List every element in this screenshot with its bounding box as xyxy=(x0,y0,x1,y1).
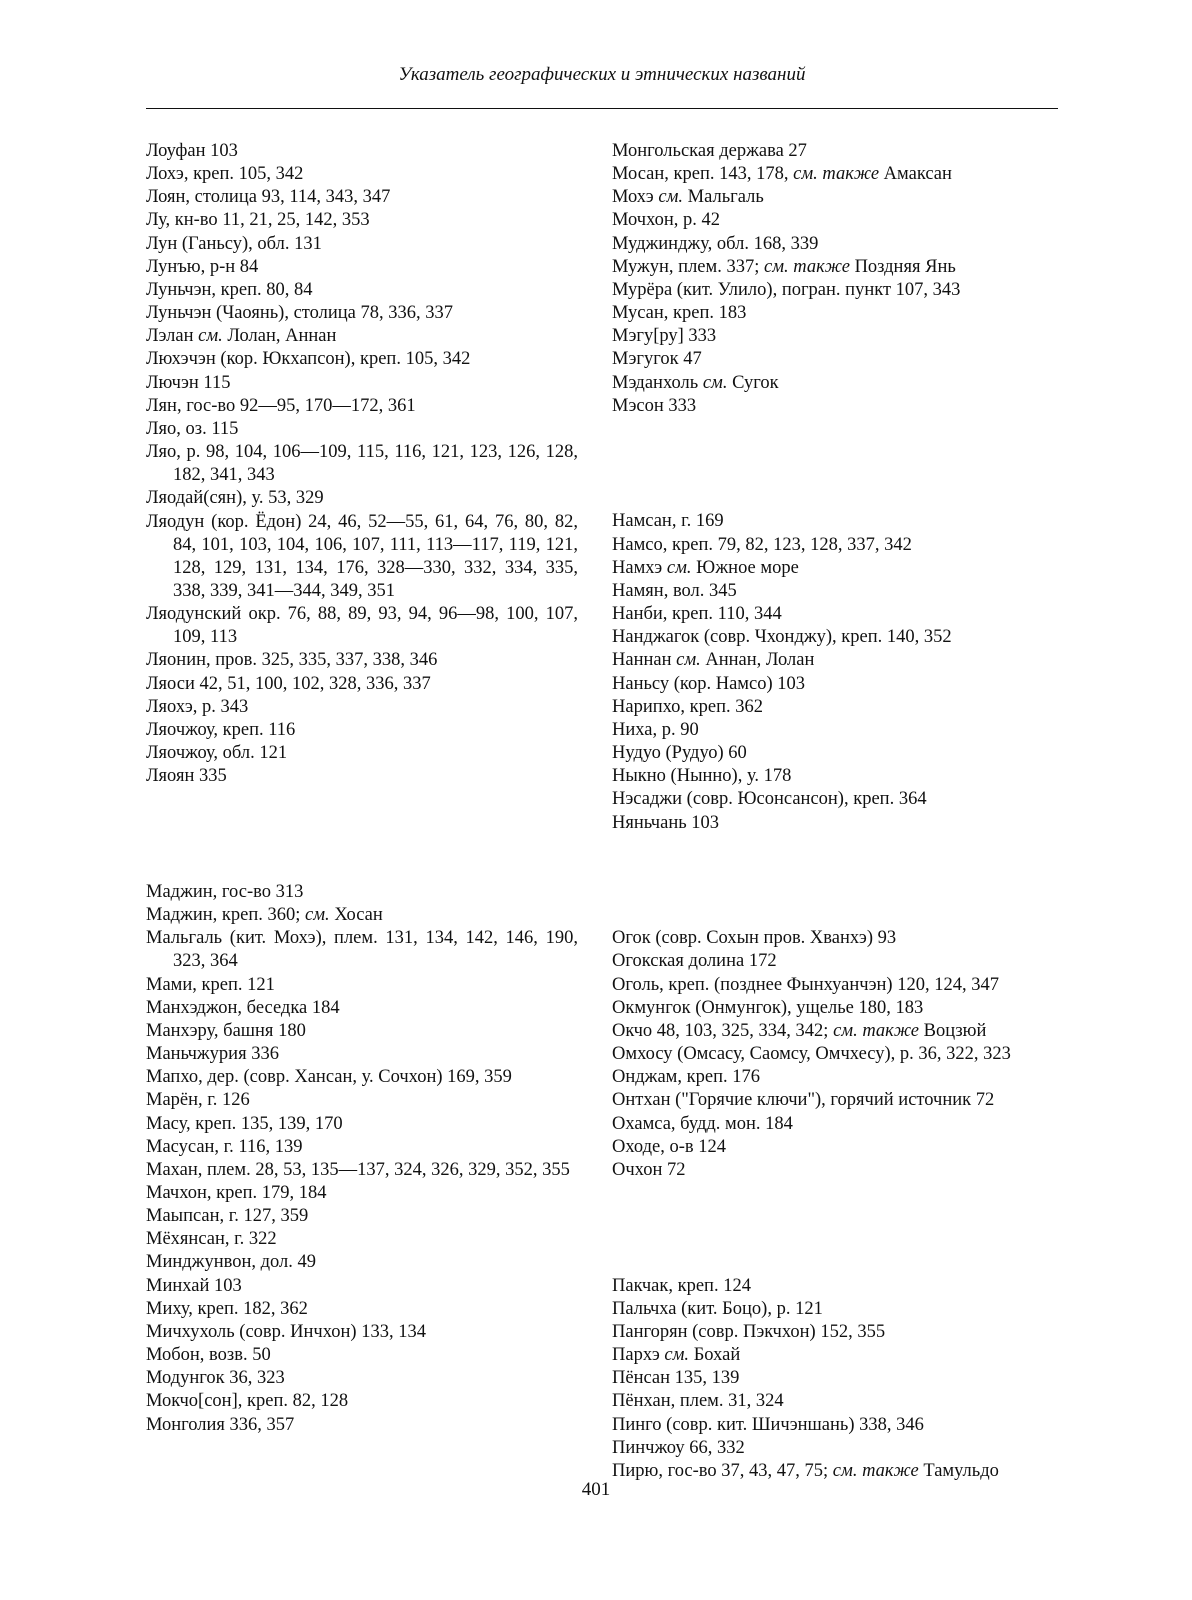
index-entry xyxy=(612,1367,1044,1390)
index-entry xyxy=(146,1113,578,1136)
entry-text: Бохай xyxy=(689,1345,741,1366)
entry-text: Мочхон, р. 42 xyxy=(612,210,721,231)
entry-text: Мэгу[ру] 333 xyxy=(612,326,717,347)
section-gap xyxy=(612,1182,1044,1228)
index-entry xyxy=(146,997,578,1020)
left-index-column xyxy=(146,140,578,1437)
index-entry xyxy=(612,1344,1044,1367)
entry-text: Пархэ xyxy=(612,1345,665,1366)
index-entry xyxy=(612,719,1044,742)
entry-text: Ляоян 335 xyxy=(146,766,227,787)
entry-text: Модунгок 36, 323 xyxy=(146,1368,285,1389)
section-gap xyxy=(612,418,1044,464)
entry-text: Махан, плем. 28, 53, 135—137, 324, 326, 329, 352, 355 xyxy=(146,1159,570,1180)
entry-text: Амаксан xyxy=(879,164,952,185)
index-entry xyxy=(612,325,1044,348)
entry-text: Мами, креп. 121 xyxy=(146,974,275,995)
entry-text: Мальгаль (кит. Мохэ), плем. 131, 134, 142, 146, 190, 323, 364 xyxy=(146,928,578,972)
index-entry xyxy=(146,348,578,371)
entry-text: Намхэ xyxy=(612,557,667,578)
index-entry xyxy=(612,1043,1044,1066)
index-entry xyxy=(146,233,578,256)
entry-text: Мохэ xyxy=(612,187,659,208)
index-entry xyxy=(146,209,578,232)
index-entry xyxy=(612,534,1044,557)
entry-text: Омхосу (Омсасу, Саомсу, Омчхесу), р. 36, 322, 323 xyxy=(612,1044,1011,1065)
index-entry xyxy=(612,1089,1044,1112)
index-entry xyxy=(612,1437,1044,1460)
index-entry xyxy=(146,1298,578,1321)
entry-text: Мапхо, дер. (совр. Хансан, у. Сочхон) 169, 359 xyxy=(146,1067,512,1088)
index-entry xyxy=(612,696,1044,719)
index-entry xyxy=(146,1066,578,1089)
entry-text: Воцзюй xyxy=(919,1020,987,1041)
index-entry xyxy=(612,997,1044,1020)
entry-text: Мурёра (кит. Улило), погран. пункт 107, 343 xyxy=(612,279,961,300)
index-entry xyxy=(612,580,1044,603)
index-entry xyxy=(146,1321,578,1344)
index-entry xyxy=(146,302,578,325)
index-entry xyxy=(146,395,578,418)
entry-text: Нанджагок (совр. Чхонджу), креп. 140, 352 xyxy=(612,627,952,648)
entry-text: Ляоси 42, 51, 100, 102, 328, 336, 337 xyxy=(146,673,431,694)
page-number: 401 xyxy=(581,1479,611,1500)
entry-text: Луньчэн (Чаоянь), столица 78, 336, 337 xyxy=(146,303,454,324)
entry-text: Ляохэ, р. 343 xyxy=(146,696,249,717)
entry-text: Лоуфан 103 xyxy=(146,141,238,161)
index-entry xyxy=(612,626,1044,649)
index-entry xyxy=(146,163,578,186)
cross-reference-marker: см. xyxy=(658,187,684,208)
entry-text: Ляо, оз. 115 xyxy=(146,418,239,439)
entry-text: Лэлан xyxy=(146,326,199,347)
index-entry xyxy=(146,256,578,279)
entry-text: Марён, г. 126 xyxy=(146,1090,250,1111)
entry-text: Монголия 336, 357 xyxy=(146,1414,295,1435)
index-entry xyxy=(146,719,578,742)
index-entry xyxy=(146,881,578,904)
cross-reference-marker: см. xyxy=(305,905,330,926)
entry-text: Пёнхан, плем. 31, 324 xyxy=(612,1391,784,1412)
index-entry xyxy=(612,140,1044,163)
index-entry xyxy=(146,279,578,302)
index-entry xyxy=(612,1136,1044,1159)
entry-text: Нарипхо, креп. 362 xyxy=(612,696,764,717)
index-entry xyxy=(146,904,578,927)
entry-text: Мокчо[сон], креп. 82, 128 xyxy=(146,1391,349,1412)
index-entry xyxy=(612,1321,1044,1344)
cross-reference-marker: см. xyxy=(664,1345,690,1366)
entry-text: Минджунвон, дол. 49 xyxy=(146,1252,317,1273)
index-entry xyxy=(612,163,1044,186)
entry-text: Масу, креп. 135, 139, 170 xyxy=(146,1113,343,1134)
entry-text: Окчо 48, 103, 325, 334, 342; xyxy=(612,1020,834,1041)
entry-text: Южное море xyxy=(691,557,799,578)
entry-text: Намсо, креп. 79, 82, 123, 128, 337, 342 xyxy=(612,534,912,555)
entry-text: Мэгугок 47 xyxy=(612,349,702,370)
entry-text: Сугок xyxy=(727,372,779,393)
entry-text: Онтхан ("Горячие ключи"), горячий источник 72 xyxy=(612,1090,995,1111)
cross-reference-marker: см. также xyxy=(764,256,850,277)
entry-text: Монгольская держава 27 xyxy=(612,141,807,161)
index-entry xyxy=(146,742,578,765)
index-entry xyxy=(146,649,578,672)
entry-text: Окмунгок (Онмунгок), ущелье 180, 183 xyxy=(612,997,924,1018)
index-entry xyxy=(146,325,578,348)
right-index-column xyxy=(612,140,1044,1483)
index-entry xyxy=(146,927,578,973)
entry-text: Муджинджу, обл. 168, 339 xyxy=(612,233,819,254)
entry-text: Лючэн 115 xyxy=(146,372,231,393)
entry-text: Мэданхоль xyxy=(612,372,703,393)
index-entry xyxy=(146,418,578,441)
index-entry xyxy=(612,742,1044,765)
entry-text: Пёнсан 135, 139 xyxy=(612,1368,740,1389)
entry-text: Маыпсан, г. 127, 359 xyxy=(146,1206,309,1227)
entry-text: Охамса, будд. мон. 184 xyxy=(612,1113,793,1134)
entry-text: Тамульдо xyxy=(918,1460,999,1481)
index-entry xyxy=(612,233,1044,256)
header-rule xyxy=(146,108,1058,109)
index-entry xyxy=(612,1020,1044,1043)
entry-text: Лоян, столица 93, 114, 343, 347 xyxy=(146,187,391,208)
index-entry xyxy=(146,1020,578,1043)
entry-text: Луньчэн, креп. 80, 84 xyxy=(146,279,313,300)
index-entry xyxy=(612,673,1044,696)
entry-text: Лун (Ганьсу), обл. 131 xyxy=(146,233,322,254)
entry-text: Нэсаджи (совр. Юсонсансон), креп. 364 xyxy=(612,789,927,810)
entry-text: Оголь, креп. (позднее Фынхуанчэн) 120, 124, 347 xyxy=(612,974,999,995)
index-entry xyxy=(146,673,578,696)
entry-text: Ляодун (кор. Ёдон) 24, 46, 52—55, 61, 64, 76, 80, 82, 84, 101, 103, 104, 106, 107, 111, 113—117, 119, 121, 128, 129, 131, 134, 176, 328—330, 332, 334, 335, 338, 339, 341—344, 349, 351 xyxy=(146,511,578,601)
entry-text: Аннан, Лолан xyxy=(700,650,815,671)
entry-text: Люхэчэн (кор. Юкхапсон), креп. 105, 342 xyxy=(146,349,471,370)
index-entry xyxy=(612,510,1044,533)
entry-text: Мёхянсан, г. 322 xyxy=(146,1229,277,1250)
entry-text: Ляочжоу, обл. 121 xyxy=(146,743,288,764)
index-entry xyxy=(146,1159,578,1182)
index-entry xyxy=(146,441,578,487)
section-gap xyxy=(146,835,578,881)
index-entry xyxy=(146,1251,578,1274)
section-gap xyxy=(612,881,1044,927)
section-gap xyxy=(612,464,1044,510)
index-entry xyxy=(146,1275,578,1298)
index-entry xyxy=(146,1136,578,1159)
entry-text: Мальгаль xyxy=(683,187,764,208)
index-entry xyxy=(612,1113,1044,1136)
entry-text: Хосан xyxy=(329,905,383,926)
entry-text: Пирю, гос-во 37, 43, 47, 75; xyxy=(612,1460,833,1481)
index-entry xyxy=(612,1066,1044,1089)
section-gap xyxy=(612,835,1044,881)
entry-text: Мичхухоль (совр. Инчхон) 133, 134 xyxy=(146,1321,426,1342)
entry-text: Поздняя Янь xyxy=(849,256,956,277)
entry-text: Лолан, Аннан xyxy=(222,326,337,347)
entry-text: Намсан, г. 169 xyxy=(612,511,724,532)
index-entry xyxy=(612,812,1044,835)
index-entry xyxy=(612,1159,1044,1182)
entry-text: Огок (совр. Сохын пров. Хванхэ) 93 xyxy=(612,928,897,949)
entry-text: Ныкно (Нынно), у. 178 xyxy=(612,766,792,787)
index-entry xyxy=(146,140,578,163)
index-entry xyxy=(612,603,1044,626)
entry-text: Ляо, р. 98, 104, 106—109, 115, 116, 121, 123, 126, 128, 182, 341, 343 xyxy=(146,442,578,486)
entry-text: Лохэ, креп. 105, 342 xyxy=(146,164,304,185)
entry-text: Маньчжурия 336 xyxy=(146,1044,279,1065)
index-entry xyxy=(612,788,1044,811)
entry-text: Пакчак, креп. 124 xyxy=(612,1275,751,1296)
entry-text: Масусан, г. 116, 139 xyxy=(146,1136,303,1157)
index-entry xyxy=(612,395,1044,418)
index-entry xyxy=(612,348,1044,371)
index-entry xyxy=(146,1367,578,1390)
entry-text: Ляодунский окр. 76, 88, 89, 93, 94, 96—98, 100, 107, 109, 113 xyxy=(146,604,578,648)
entry-text: Маджин, креп. 360; xyxy=(146,905,306,926)
index-entry xyxy=(612,302,1044,325)
running-header: Указатель географических и этнических названий xyxy=(398,64,806,85)
cross-reference-marker: см. также xyxy=(793,164,880,185)
index-entry xyxy=(146,603,578,649)
entry-text: Наннан xyxy=(612,650,677,671)
entry-text: Мосан, креп. 143, 178, xyxy=(612,164,794,185)
entry-text: Миху, креп. 182, 362 xyxy=(146,1298,308,1319)
entry-text: Ляочжоу, креп. 116 xyxy=(146,719,296,740)
index-entry xyxy=(146,765,578,788)
index-entry xyxy=(612,557,1044,580)
index-entry xyxy=(146,186,578,209)
cross-reference-marker: см. xyxy=(666,557,692,578)
cross-reference-marker: см. также xyxy=(832,1460,919,1481)
index-entry xyxy=(146,511,578,604)
index-entry xyxy=(146,1228,578,1251)
cross-reference-marker: см. xyxy=(676,650,701,671)
section-gap xyxy=(612,1228,1044,1274)
entry-text: Очхон 72 xyxy=(612,1159,686,1180)
index-entry xyxy=(612,649,1044,672)
entry-text: Мужун, плем. 337; xyxy=(612,256,764,277)
index-entry xyxy=(612,1298,1044,1321)
entry-text: Мусан, креп. 183 xyxy=(612,303,747,324)
entry-text: Пинго (совр. кит. Шичэншань) 338, 346 xyxy=(612,1414,924,1435)
entry-text: Минхай 103 xyxy=(146,1275,242,1296)
index-entry xyxy=(612,279,1044,302)
entry-text: Пинчжоу 66, 332 xyxy=(612,1437,745,1458)
index-entry xyxy=(146,974,578,997)
entry-text: Няньчань 103 xyxy=(612,812,720,833)
entry-text: Ляодай(сян), у. 53, 329 xyxy=(146,488,324,509)
entry-text: Пальчха (кит. Боцо), р. 121 xyxy=(612,1298,823,1319)
entry-text: Мэсон 333 xyxy=(612,395,697,416)
index-entry xyxy=(612,1275,1044,1298)
index-entry xyxy=(612,927,1044,950)
entry-text: Манхэру, башня 180 xyxy=(146,1020,306,1041)
index-entry xyxy=(612,950,1044,973)
cross-reference-marker: см. xyxy=(702,372,728,393)
entry-text: Оходе, о-в 124 xyxy=(612,1136,727,1157)
entry-text: Пангорян (совр. Пэкчхон) 152, 355 xyxy=(612,1321,886,1342)
entry-text: Лян, гос-во 92—95, 170—172, 361 xyxy=(146,395,416,416)
entry-text: Огокская долина 172 xyxy=(612,951,777,972)
entry-text: Намян, вол. 345 xyxy=(612,580,737,601)
index-entry xyxy=(146,1344,578,1367)
entry-text: Мачхон, креп. 179, 184 xyxy=(146,1183,327,1203)
entry-text: Мобон, возв. 50 xyxy=(146,1345,271,1366)
entry-text: Наньсу (кор. Намсо) 103 xyxy=(612,673,805,694)
index-entry xyxy=(612,209,1044,232)
entry-text: Нанби, креп. 110, 344 xyxy=(612,604,782,625)
index-entry xyxy=(146,1043,578,1066)
index-entry xyxy=(146,372,578,395)
entry-text: Ниха, р. 90 xyxy=(612,719,699,740)
index-entry xyxy=(146,1205,578,1228)
index-entry xyxy=(146,1182,578,1205)
cross-reference-marker: см. также xyxy=(833,1020,920,1041)
entry-text: Манхэджон, беседка 184 xyxy=(146,997,340,1018)
entry-text: Маджин, гос-во 313 xyxy=(146,881,304,902)
entry-text: Нудуо (Рудуо) 60 xyxy=(612,743,747,764)
index-entry xyxy=(146,1089,578,1112)
index-entry xyxy=(612,765,1044,788)
index-entry xyxy=(612,974,1044,997)
index-entry xyxy=(612,256,1044,279)
index-entry xyxy=(146,696,578,719)
index-entry xyxy=(146,487,578,510)
entry-text: Онджам, креп. 176 xyxy=(612,1067,760,1088)
index-entry xyxy=(146,1390,578,1413)
index-entry xyxy=(612,1414,1044,1437)
section-gap xyxy=(146,788,578,834)
entry-text: Ляонин, пров. 325, 335, 337, 338, 346 xyxy=(146,650,438,671)
index-entry xyxy=(612,186,1044,209)
entry-text: Лунъю, р-н 84 xyxy=(146,256,259,277)
index-entry xyxy=(146,1414,578,1437)
index-entry xyxy=(612,372,1044,395)
index-entry xyxy=(612,1390,1044,1413)
entry-text: Лу, кн-во 11, 21, 25, 142, 353 xyxy=(146,210,370,231)
cross-reference-marker: см. xyxy=(198,326,223,347)
